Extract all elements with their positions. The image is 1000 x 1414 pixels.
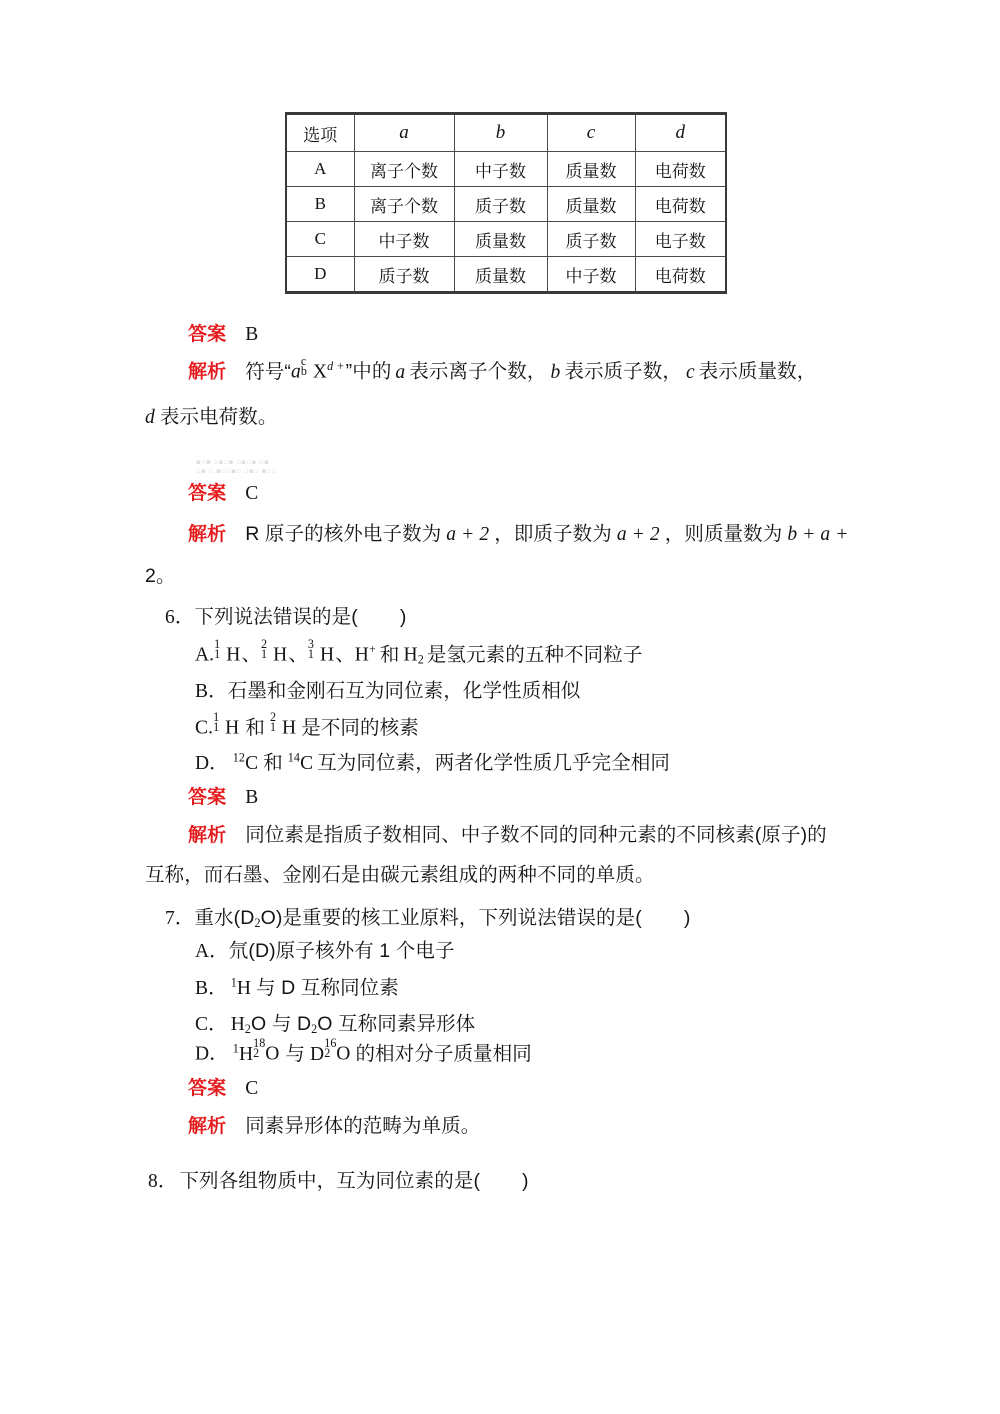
- formula2-d-count: 2: [324, 1046, 331, 1061]
- option-label: B．: [195, 978, 228, 999]
- answer-label: 答案: [188, 324, 227, 345]
- answer-label: 答案: [188, 787, 227, 808]
- nuclide-sup-sub: [269, 709, 282, 735]
- answer-row-q6: [188, 785, 258, 811]
- cell-d: 电荷数: [635, 152, 726, 187]
- mass-number: 2: [269, 709, 277, 724]
- formula1-h-mass-number: 1: [232, 1041, 239, 1055]
- carbon14-mass-number: 14: [287, 750, 301, 765]
- text-d: 表示电荷数。: [159, 406, 278, 428]
- option-text: 氘(D)原子核外有 1 个电子: [228, 940, 455, 962]
- symbol-superscript-c: c: [300, 353, 307, 368]
- question-7-stem: [165, 905, 690, 932]
- cell-a: 中子数: [354, 222, 454, 257]
- element-symbol: H: [282, 717, 297, 739]
- option-table-wrapper: [285, 112, 725, 294]
- water-h-subscript: 2: [244, 1022, 252, 1037]
- analysis-row-table-question: [188, 353, 817, 386]
- symbol-sup-sub-pair: [300, 353, 313, 379]
- cell-b: 质量数: [454, 257, 547, 293]
- cell-b: 质量数: [454, 222, 547, 257]
- atomic-number: 1: [307, 647, 315, 662]
- conjunction: 和: [245, 716, 265, 739]
- option-label: D．: [195, 753, 229, 774]
- hydrogen-molecule-count: 2: [417, 652, 424, 667]
- option-text-tail: 是不同的核素: [301, 716, 419, 739]
- question-number: 7．: [165, 908, 195, 929]
- question-6-option-a[interactable]: [195, 636, 643, 669]
- answer-label: 答案: [188, 483, 227, 504]
- question-6-option-c[interactable]: [195, 709, 419, 742]
- analysis-text-4: 2。: [145, 565, 176, 587]
- scan-artifact-ghost-text: ▪▫▪ ▫▪▫▪ ▫▪▫▪ ▫▪ ▫▪ ▫ ▪▫▫▪▫ ▫▪▫ ▪▫▫: [196, 458, 277, 475]
- protium-mass-number: 1: [230, 975, 237, 990]
- expression-1: a + 2: [446, 524, 490, 545]
- carbon12-mass-number: 12: [232, 750, 246, 765]
- answer-value: C: [245, 483, 259, 504]
- analysis-row-q7: [188, 1113, 480, 1140]
- atomic-number: 1: [214, 647, 221, 662]
- water-h: H: [230, 1014, 245, 1035]
- var-b: b: [550, 361, 561, 383]
- nuclide-protium: [214, 636, 241, 669]
- option-label: B．: [195, 681, 228, 702]
- question-7-option-b[interactable]: [195, 975, 399, 1002]
- nuclide-tritium: [307, 636, 335, 669]
- option-text: 石墨和金刚石互为同位素，化学性质相似: [227, 680, 581, 702]
- analysis-text-3: ，则质量数为: [664, 523, 783, 545]
- cell-d: 电子数: [635, 222, 726, 257]
- analysis-text-line2: 互称，而石墨、金刚石是由碳元素组成的两种不同的单质。: [145, 864, 655, 886]
- element-symbol: H: [225, 717, 240, 739]
- table-header-b: b: [454, 114, 547, 152]
- question-stem-close: ): [683, 907, 691, 929]
- heavy-water-subscript: 2: [254, 916, 261, 931]
- heavy-water-d-subscript: 2: [311, 1022, 318, 1037]
- atomic-number: 1: [261, 647, 268, 662]
- question-number: 6．: [165, 607, 195, 628]
- answer-value: B: [245, 787, 259, 808]
- var-a: a: [395, 361, 406, 383]
- mass-number: 1: [214, 636, 221, 651]
- option-label: A.: [195, 644, 215, 666]
- formula1-o-mass-number: 18: [253, 1035, 266, 1050]
- separator: 、: [288, 643, 308, 666]
- formula2-o-mass-number: 16: [324, 1035, 337, 1050]
- answer-row-q5: [188, 481, 258, 507]
- analysis-label: 解析: [188, 1116, 227, 1137]
- formula1-o-sup-sub: [253, 1035, 280, 1068]
- cell-c: 质量数: [547, 152, 635, 187]
- table-header-a: a: [354, 114, 454, 152]
- row-option-letter: D: [286, 257, 354, 293]
- answer-row-table-question: [188, 322, 258, 348]
- carbon14-element: C: [300, 753, 314, 774]
- analysis-text-part1: 符号“: [245, 360, 291, 383]
- nuclide-sup-sub: [213, 709, 225, 735]
- analysis-row-q6: [188, 822, 827, 849]
- nuclide-sup-sub: [307, 636, 320, 662]
- question-stem-part-a: 重水(D: [194, 907, 255, 929]
- row-option-letter: A: [286, 152, 354, 187]
- carbon12-element: C: [245, 753, 259, 774]
- table-row: [286, 152, 726, 187]
- analysis-continuation-table-question: [145, 404, 277, 431]
- table-header-option: 选项: [286, 114, 354, 152]
- atomic-number: 1: [269, 720, 277, 735]
- formula2-o-sup-sub: [324, 1035, 351, 1068]
- analysis-text-2: ，即质子数为: [494, 523, 612, 545]
- formula2-o-element: O: [336, 1043, 351, 1065]
- answer-label: 答案: [188, 1078, 227, 1099]
- hydrogen-ion: H: [354, 644, 369, 666]
- text-a: 表示离子个数，: [409, 360, 547, 383]
- cell-b: 质子数: [454, 187, 547, 222]
- cell-b: 中子数: [454, 152, 547, 187]
- hydrogen-ion-charge: +: [368, 642, 376, 656]
- nuclide-deuterium: [269, 709, 297, 742]
- text-b: 表示质子数，: [564, 360, 682, 383]
- question-7-option-d[interactable]: [195, 1035, 532, 1068]
- nuclide-symbol-formula: [290, 353, 345, 386]
- analysis-label: 解析: [188, 361, 227, 383]
- symbol-element-x: X: [312, 361, 328, 383]
- option-label: A．: [195, 941, 229, 962]
- question-6-option-b[interactable]: [195, 678, 581, 705]
- formula2-d-element: D: [310, 1043, 325, 1065]
- conjunction: 和: [263, 752, 283, 774]
- question-stem-close: ): [399, 606, 407, 628]
- cell-a: 离子个数: [354, 187, 454, 222]
- mass-number: 3: [307, 636, 315, 651]
- table-header-d: d: [635, 114, 726, 152]
- cell-c: 中子数: [547, 257, 635, 293]
- nuclide-sup-sub: [261, 636, 273, 662]
- option-table: [285, 112, 727, 294]
- mass-number: 2: [261, 636, 268, 651]
- formula1-sup-sub-pair: [253, 1035, 266, 1061]
- cell-a: 质子数: [354, 257, 454, 293]
- analysis-text-part2: ”中的: [345, 360, 392, 383]
- formula1-o-element: O: [265, 1043, 280, 1065]
- analysis-text: 同素异形体的范畴为单质。: [245, 1115, 481, 1137]
- analysis-continuation-q5: [145, 563, 176, 590]
- question-6-option-d[interactable]: [195, 750, 670, 777]
- table-row: [286, 257, 726, 293]
- option-text-tail: O 互称同素异形体: [317, 1013, 476, 1035]
- text-c: 表示质量数，: [698, 360, 817, 383]
- expression-2: a + 2: [616, 524, 660, 545]
- option-text-tail: 的相对分子质量相同: [355, 1042, 532, 1065]
- question-7-option-a[interactable]: [195, 938, 455, 965]
- table-row: [286, 187, 726, 222]
- option-text-tail: 互为同位素，两者化学性质几乎完全相同: [317, 752, 670, 774]
- question-8-stem: [148, 1168, 529, 1195]
- row-option-letter: B: [286, 187, 354, 222]
- option-label: C.: [195, 717, 214, 739]
- atomic-number: 1: [213, 720, 220, 735]
- question-stem-text: 下列各组物质中，互为同位素的是(: [179, 1170, 481, 1192]
- analysis-text-line1: 同位素是指质子数相同、中子数不同的同种元素的不同核素(原子)的: [245, 824, 827, 846]
- symbol-subscript-b: b: [300, 364, 307, 379]
- conjunction: 与: [285, 1042, 305, 1065]
- option-label: C．: [195, 1014, 228, 1035]
- answer-value: C: [245, 1078, 259, 1099]
- hydrogen-molecule: H: [403, 644, 418, 666]
- cell-c: 质子数: [547, 222, 635, 257]
- expression-3: b + a +: [787, 524, 849, 545]
- cell-c: 质量数: [547, 187, 635, 222]
- symbol-charge-d: d +: [327, 359, 345, 373]
- cell-d: 电荷数: [635, 187, 726, 222]
- analysis-row-q5: [188, 521, 854, 548]
- separator: 、: [335, 643, 355, 666]
- element-symbol: H: [273, 644, 288, 666]
- nuclide-protium: [213, 709, 240, 742]
- cell-a: 离子个数: [354, 152, 454, 187]
- question-stem-close: ): [522, 1170, 529, 1192]
- row-option-letter: C: [286, 222, 354, 257]
- analysis-continuation-q6: [145, 862, 655, 889]
- mass-number: 1: [213, 709, 220, 724]
- option-label: D．: [195, 1043, 229, 1065]
- element-symbol: H: [226, 644, 241, 666]
- formula1-h-element: H: [238, 1043, 254, 1065]
- element-symbol: H: [320, 644, 335, 666]
- answer-value: B: [245, 324, 259, 345]
- question-6-stem: [165, 604, 406, 631]
- protium-element: H: [236, 978, 252, 999]
- question-7-option-c[interactable]: [195, 1011, 475, 1038]
- answer-row-q7: [188, 1076, 258, 1102]
- option-text-tail: 是氢元素的五种不同粒子: [426, 643, 643, 666]
- formula2-sup-sub-pair: [324, 1035, 337, 1061]
- question-stem-text: 下列说法错误的是(: [194, 606, 358, 628]
- analysis-label: 解析: [188, 524, 227, 545]
- conjunction: 和: [379, 643, 400, 666]
- question-number: 8．: [148, 1171, 178, 1192]
- analysis-text-1: R 原子的核外电子数为: [245, 523, 442, 545]
- question-stem-part-b: O)是重要的核工业原料，下列说法错误的是(: [260, 907, 642, 929]
- separator: 、: [241, 643, 262, 666]
- table-header-row: [286, 114, 726, 152]
- table-header-c: c: [547, 114, 635, 152]
- cell-d: 电荷数: [635, 257, 726, 293]
- formula1-h-count: 2: [253, 1046, 260, 1061]
- analysis-label: 解析: [188, 825, 227, 846]
- option-text: 与 D 互称同位素: [256, 977, 399, 999]
- nuclide-deuterium: [261, 636, 288, 669]
- table-row: [286, 222, 726, 257]
- var-c: c: [685, 361, 695, 383]
- var-d: d: [145, 407, 155, 428]
- option-text-mid: O 与 D: [251, 1013, 312, 1035]
- nuclide-sup-sub: [214, 636, 226, 662]
- symbol-prefix-a: a: [290, 361, 301, 383]
